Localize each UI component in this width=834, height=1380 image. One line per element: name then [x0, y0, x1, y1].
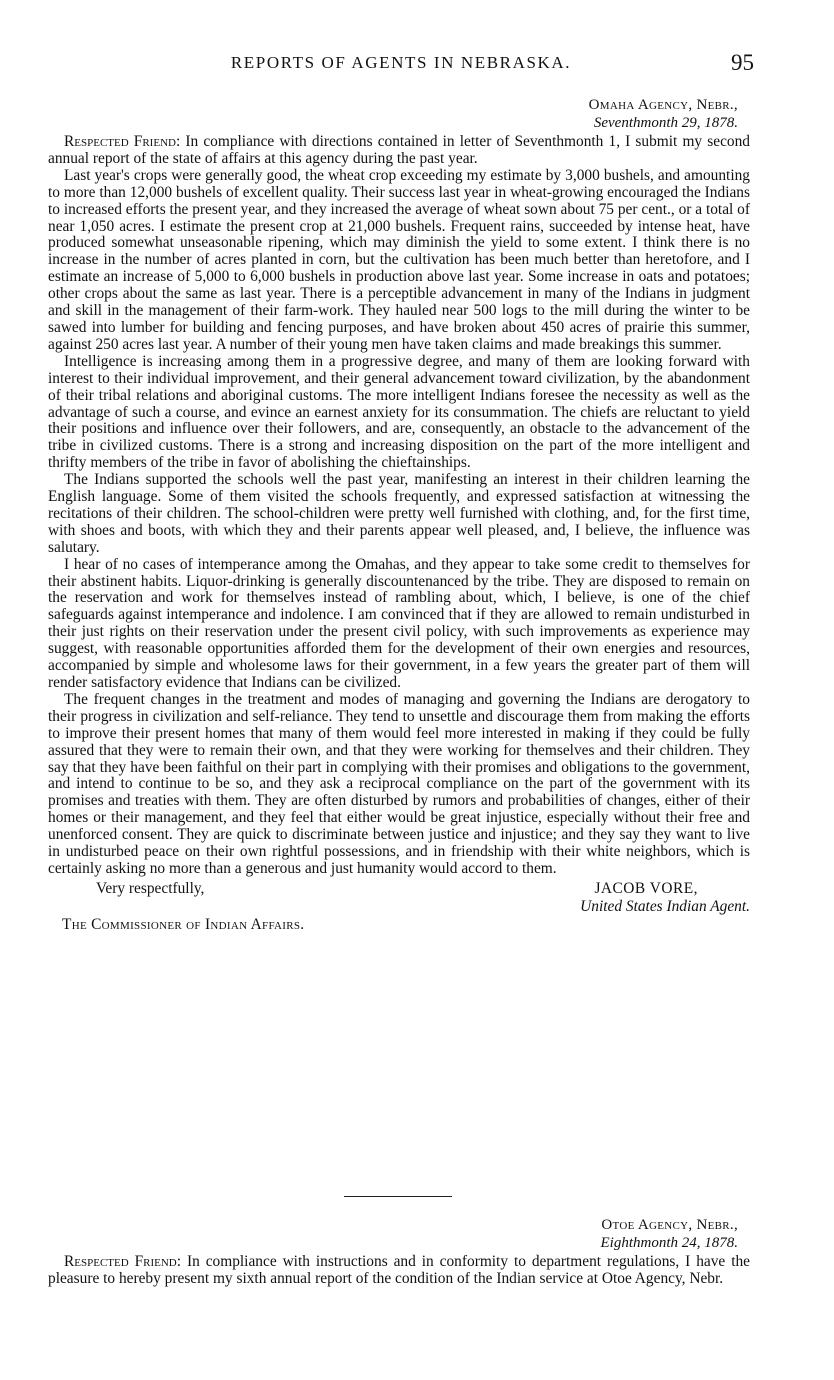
- addressee: The Commissioner of Indian Affairs.: [62, 915, 305, 933]
- paragraph-1: [48, 1254, 750, 1288]
- letter-body: [48, 1254, 750, 1288]
- paragraph-3: Intelligence is increasing among them in a progressive degree, and many of them are looking forward with interest to their individual improvement, and their general advancement toward civilization, by the abandonment of their tribal relations and aboriginal customs. The more intelligent Indians foresee the necessity as well as the advantage of such a course, and evince an earnest anxiety for its consummation. The chiefs are reluctant to yield their positions and influence over their followers, and are, consequently, an obstacle to the advancement of the tribe in civilized customs. There is a strong and increasing disposition on the part of the more intelligent and thrifty members of the tribe in favor of abolishing the chieftainships.: [48, 352, 750, 472]
- dateline-date-text: Seventhmonth 29, 1878.: [593, 115, 738, 131]
- omaha-agency-letter: [48, 96, 750, 934]
- running-head: [48, 50, 754, 76]
- letter-dateline: [48, 96, 750, 132]
- paragraph-5: I hear of no cases of intemperance among the Omahas, and they appear to take some credit to themselves for their abstinent habits. Liquor-drinking is generally discountenanced by the tribe. They are disposed to remain on the reservation and work for themselves instead of rambling about, which, I believe, is one of the chief safeguards against intemperance and indolence. I am convinced that if they are allowed to remain undisturbed in their just rights on their reservation under the present civil policy, with such improvements as experience may suggest, with reasonable opportunities afforded them for the development of their own energies and resources, accompanied by simple and wholesome laws for their government, in a few years the greater part of them will render satisfactory evidence that Indians can be civilized.: [48, 555, 750, 691]
- paragraph-1-text: In compliance with directions contained in letter of Seventhmonth 1, I submit my second annual report of the state of affairs at this agency during the past year.: [48, 133, 750, 167]
- letter-dateline: [48, 1216, 750, 1252]
- letter-body: [48, 134, 750, 878]
- running-title: REPORTS OF AGENTS IN NEBRASKA.: [230, 53, 572, 72]
- paragraph-4: The Indians supported the schools well the past year, manifesting an interest in their children learning the English language. Some of them visited the schools frequently, and expressed satisfaction at witnessing the recitations of their children. The school-children were pretty well furnished with clothing, and, for the first time, with shoes and boots, with which they and their parents appear well pleased, and, I believe, the influence was salutary.: [48, 471, 750, 556]
- signer-name: JACOB VORE,: [594, 879, 698, 897]
- paragraph-6: The frequent changes in the treatment and modes of managing and governing the Indians are derogatory to their progress in civilization and self-reliance. They tend to unsettle and discourage them from making the efforts to improve their present homes that many of them would feel more interested in making if they could be fully assured that they were to remain their own, and that they were working for themselves and their children. They say that they have been faithful on their part in complying with their promises and obligations to the government, and intend to continue to be so, and they ask a reciprocal compliance on the part of the government with its promises and treaties with them. They are often disturbed by rumors and probabilities of changes, either of their homes or their management, and they feel that either would be great injustice, especially without their free and unenforced consent. They are quick to discriminate between justice and injustice; and they say they want to live in undisturbed peace on their own rightful possessions, and in friendship with their white neighbors, which is certainly asking no more than a generous and just humanity would accord to them.: [48, 690, 750, 877]
- page-number: 95: [731, 50, 754, 75]
- dateline-place: Otoe Agency, Nebr.,: [601, 1217, 738, 1233]
- dateline-date: [48, 114, 738, 132]
- valediction: Very respectfully,: [96, 879, 205, 897]
- section-divider: [344, 1196, 452, 1197]
- dateline-date-text: Eighthmonth 24, 1878.: [600, 1235, 738, 1251]
- dateline-date: [48, 1234, 738, 1252]
- salutation: Respected Friend:: [64, 133, 181, 150]
- salutation: Respected Friend:: [64, 1253, 182, 1270]
- otoe-agency-letter: [48, 1216, 750, 1288]
- signer-title: United States Indian Agent.: [580, 897, 750, 915]
- letter-closing: [48, 878, 750, 934]
- paragraph-1: [48, 134, 750, 168]
- paragraph-1-text: In compliance with instructions and in conformity to department regulations, I have the pleasure to hereby present my sixth annual report of the condition of the Indian service at Otoe Agency, Nebr.: [48, 1253, 750, 1287]
- paragraph-2: Last year's crops were generally good, the wheat crop exceeding my estimate by 3,000 bushels, and amounting to more than 12,000 bushels of excellent quality. Their success last year in wheat-growing encouraged the Indians to increased efforts the present year, and they increased the average of wheat sown about 75 per cent., or a total of near 1,050 acres. I estimate the present crop at 21,000 bushels. Frequent rains, succeeded by intense heat, have produced somewhat unseasonable ripening, which may diminish the yield to some extent. I think there is no increase in the number of acres planted in corn, but the cultivation has been much better than heretofore, and I estimate an increase of 5,000 to 6,000 bushels in production above last year. Some increase in oats and potatoes; other crops about the same as last year. There is a perceptible advancement in many of the Indians in judgment and skill in the management of their farm-work. They hauled near 500 logs to the mill during the winter to be sawed into lumber for building and fencing purposes, and have broken about 450 acres of prairie this summer, against 250 acres last year. A number of their young men have taken claims and made breakings this summer.: [48, 166, 750, 353]
- dateline-place: Omaha Agency, Nebr.,: [588, 97, 738, 113]
